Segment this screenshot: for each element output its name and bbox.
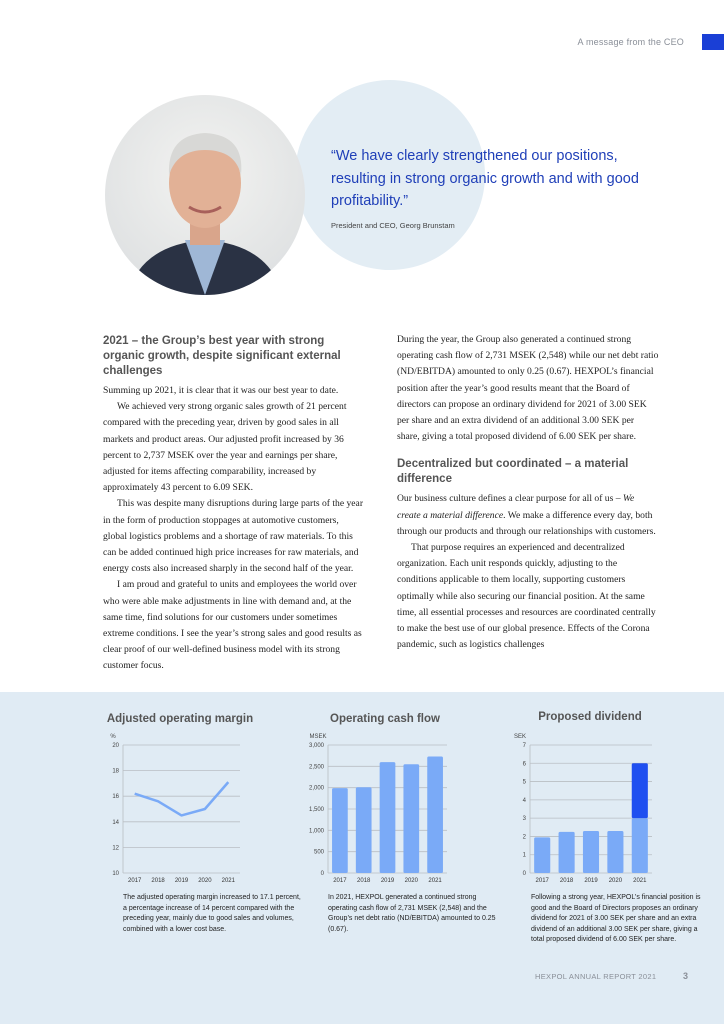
y-axis-unit: SEK — [513, 734, 527, 740]
x-tick-label: 2018 — [357, 878, 371, 884]
paragraph: During the year, the Group also generated a continued strong operating cash flow of 2,731 MSEK (2,548) while our net debt ratio (ND/EBITDA) amounted to only 0.25 (0.67). HEXPOL’s financial position after the year’s good results meant that the Board of directors can propose an ordinary dividend for 2021 of 3.00 SEK per share and an extra dividend of an additional 3.00 SEK per share, giving a total proposed dividend of 6.00 SEK per share. — [397, 334, 659, 443]
y-tick-label: 7 — [522, 743, 526, 749]
chart-caption: Following a strong year, HEXPOL’s financial position is good and the Board of Directors proposes an ordinary dividend for 2021 of 3.00 SEK per share and an extra dividend of an additional 3.00 SEK per share, giving a total proposed dividend of 6.00 SEK per share. — [531, 894, 701, 944]
bar — [632, 763, 648, 818]
y-axis-unit: % — [110, 734, 116, 740]
paragraph: That purpose requires an experienced and decentralized organization. Each unit responds quickly, adjusting to the conditions applicable to them locally, supporting customers optimally while also securing our financial position. At the same time, all essential processes and resources are coordinated centrally to make the best use of our global presence. Effects of the Corona pandemic, such as logistics challenges — [397, 542, 656, 651]
chart-title: Adjusted operating margin — [106, 713, 254, 725]
paragraph — [397, 491, 659, 540]
left-column — [103, 334, 365, 675]
x-tick-label: 2020 — [198, 878, 212, 884]
right-heading: Decentralized but coordinated – a material difference — [397, 458, 629, 486]
y-tick-label: 20 — [112, 743, 119, 749]
section-header: A message from the CEO — [577, 37, 684, 47]
y-tick-label: 2,000 — [308, 785, 324, 792]
x-tick-label: 2018 — [151, 878, 165, 884]
y-tick-label: 3 — [522, 816, 526, 823]
y-tick-label: 4 — [522, 797, 526, 804]
chart-caption: The adjusted operating margin increased to 17.1 percent, a percentage increase of 14 percent compared with the preceding year, mainly due to good sales and volumes, combined with a lower cost base. — [123, 894, 301, 933]
bar — [403, 764, 419, 873]
left-heading: 2021 – the Group’s best year with strong organic growth, despite significant external challenges — [103, 335, 341, 377]
quote-block — [331, 145, 641, 230]
y-tick-label: 2 — [522, 834, 526, 841]
footer-report: HEXPOL ANNUAL REPORT 2021 — [535, 972, 657, 981]
y-tick-label: 14 — [112, 819, 119, 826]
x-tick-label: 2019 — [584, 878, 598, 884]
bar — [356, 787, 372, 873]
x-tick-label: 2020 — [404, 878, 418, 884]
bar — [632, 818, 648, 873]
y-tick-label: 3,000 — [308, 743, 324, 749]
x-tick-label: 2019 — [174, 878, 189, 884]
x-tick-label: 2019 — [380, 878, 395, 884]
chart-caption: In 2021, HEXPOL generated a continued strong operating cash flow of 2,731 MSEK (2,548) and the Group’s net debt ratio (ND/EBITDA) amounted to 0.25 (0.67). — [328, 894, 496, 933]
right-column — [397, 332, 659, 653]
y-tick-label: 1,500 — [308, 807, 324, 813]
y-tick-label: 0 — [522, 871, 526, 877]
bar — [559, 832, 575, 873]
y-tick-label: 16 — [112, 794, 119, 801]
bar — [583, 831, 599, 873]
bar — [332, 788, 348, 873]
x-tick-label: 2017 — [333, 878, 347, 884]
x-tick-label: 2017 — [535, 878, 549, 884]
text: . We make a difference every day, both through our products and through our relationships with customers. — [397, 509, 656, 537]
y-tick-label: 1,000 — [308, 828, 324, 835]
chart-title: Proposed dividend — [538, 711, 642, 723]
bar — [380, 762, 396, 873]
x-tick-label: 2020 — [608, 878, 623, 884]
y-tick-label: 5 — [522, 779, 526, 786]
y-tick-label: 500 — [313, 849, 324, 856]
paragraph: We achieved very strong organic sales growth of 21 percent compared with the preceding year, driven by good sales in all markets and product areas. Our adjusted profit increased by 36 percent to 2,737 MSEK over the year and earnings per share, adjusted for items affecting comparability, increased by approximately 43 percent to 6.09 SEK. — [103, 401, 347, 494]
quote-attribution: President and CEO, Georg Brunstam — [331, 220, 455, 230]
bar — [607, 831, 623, 873]
dividend-chart — [500, 728, 670, 888]
margin-chart — [90, 728, 260, 888]
italic-text: We create a material difference — [397, 493, 635, 521]
series-line — [135, 782, 229, 815]
y-tick-label: 1 — [522, 852, 526, 859]
bar — [534, 837, 550, 873]
x-tick-label: 2021 — [633, 878, 647, 884]
paragraph: Summing up 2021, it is clear that it was our best year to date. — [103, 385, 339, 396]
y-tick-label: 10 — [112, 871, 119, 877]
x-tick-label: 2018 — [559, 878, 574, 884]
chart-title: Operating cash flow — [330, 713, 440, 725]
y-axis-unit: MSEK — [309, 734, 327, 740]
x-tick-label: 2021 — [428, 878, 442, 884]
ceo-portrait — [105, 95, 305, 295]
y-tick-label: 12 — [112, 845, 119, 852]
y-tick-label: 0 — [320, 871, 324, 877]
paragraph: This was despite many disruptions during large parts of the year in the form of production stoppages at automotive customers, global logistics problems and a shortage of raw materials. To this can be added continued high price increases for raw materials, and energy costs also increased sharply in the second half of the year. — [103, 498, 364, 575]
cash-flow-chart — [295, 728, 465, 888]
text: Our business culture defines a clear purpose for all of us – — [397, 493, 623, 505]
page-number: 3 — [683, 971, 689, 981]
bar — [427, 756, 443, 873]
ceo-quote: “We have clearly strengthened our positions, resulting in strong organic growth and with good profitability.” — [331, 148, 639, 209]
paragraph: I am proud and grateful to units and employees the world over who were able make adjustments in line with demand and, at the same time, find solutions for our customers under sometimes extreme conditions. I see the year’s strong sales and good results as clear proof of our well-defined business model with its strong customer focus. — [103, 579, 362, 672]
x-tick-label: 2017 — [128, 878, 142, 884]
x-tick-label: 2021 — [221, 878, 235, 884]
y-tick-label: 6 — [522, 761, 526, 768]
y-tick-label: 2,500 — [308, 764, 324, 771]
y-tick-label: 18 — [112, 768, 119, 775]
section-marker — [702, 34, 724, 50]
